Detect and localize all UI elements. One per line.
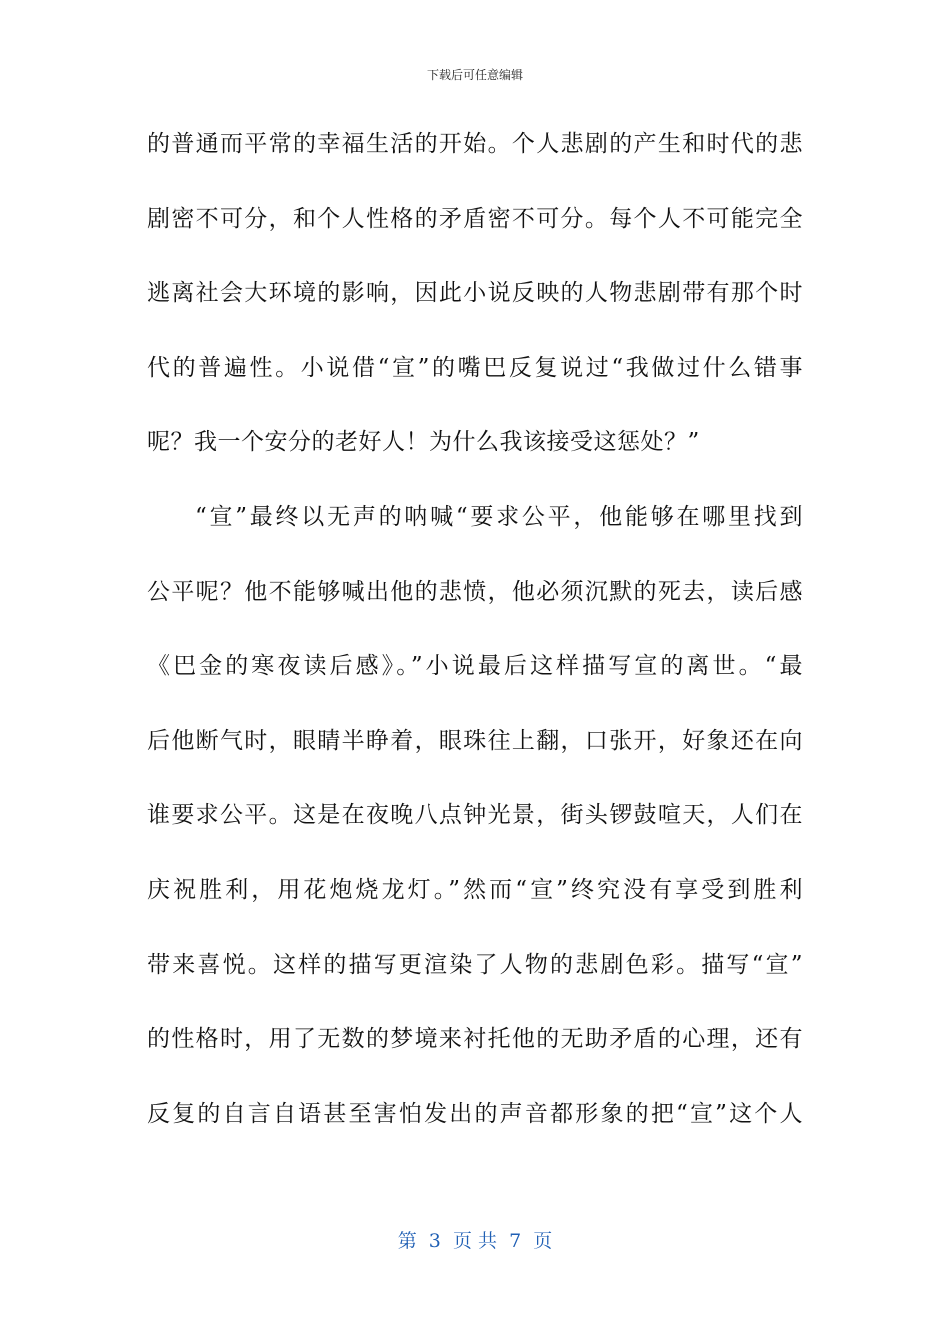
page-header-note: 下载后可任意编辑: [426, 68, 523, 82]
page-number: 第 3 页 共 7 页: [397, 1230, 553, 1252]
text-line: 谁要求公平。这是在夜晚八点钟光景，街头锣鼓喧天，人们在: [147, 802, 803, 829]
document-body: [147, 118, 803, 1162]
text-line: 带来喜悦。这样的描写更渲染了人物的悲剧色彩。描写“宣”: [147, 951, 803, 978]
text-line: 庆祝胜利，用花炮烧龙灯。”然而“宣”终究没有享受到胜利: [147, 876, 803, 903]
text-line: 《巴金的寒夜读后感》。”小说最后这样描写宣的离世。“最: [147, 653, 803, 680]
paragraph-start-line: “宣”最终以无声的呐喊“要求公平，他能够在哪里找到: [195, 503, 803, 530]
text-line: 反复的自言自语甚至害怕发出的声音都形象的把“宣”这个人: [147, 1100, 803, 1127]
text-line: 逃离社会大环境的影响，因此小说反映的人物悲剧带有那个时: [147, 280, 803, 307]
text-line: 的性格时，用了无数的梦境来衬托他的无助矛盾的心理，还有: [147, 1026, 803, 1053]
text-line: 剧密不可分，和个人性格的矛盾密不可分。每个人不可能完全: [147, 205, 803, 232]
text-line: 后他断气时，眼睛半睁着，眼珠往上翻，口张开，好象还在向: [147, 727, 803, 754]
text-line: 公平呢？他不能够喊出他的悲愤，他必须沉默的死去，读后感: [147, 578, 803, 605]
text-line: 呢？我一个安分的老好人！为什么我该接受这惩处？”: [147, 429, 700, 456]
text-line: 代的普遍性。小说借“宣”的嘴巴反复说过“我做过什么错事: [147, 354, 803, 381]
text-line: 的普通而平常的幸福生活的开始。个人悲剧的产生和时代的悲: [147, 131, 803, 157]
